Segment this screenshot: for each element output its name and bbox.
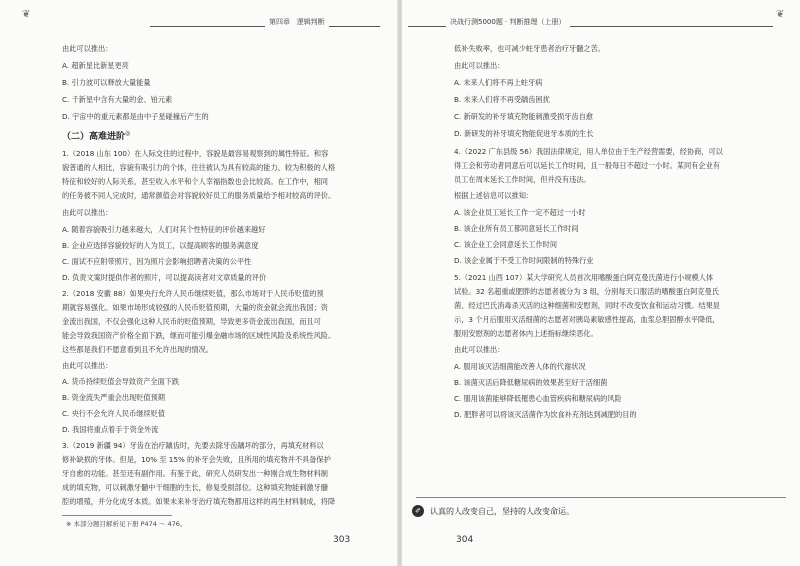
option: A. 该企业员工延长工作一定不超过一小时 [454,208,586,217]
page-number: 304 [456,535,474,545]
question-lead: 由此可以推出： [62,44,113,53]
question-text: 的任务被不同人完成时，通常颜值会对容貌较好员工的服务质量给予相对较高的评价。 [62,191,336,200]
left-page [0,0,398,566]
question-text: 服用安慰剂的志愿者体内上述指标继续恶化。 [454,329,598,338]
section-title-text: （二）高难进阶 [62,132,126,142]
section-mark-icon: ◎ [125,130,131,137]
question-text: 这些都是我们不愿意看到且不允许出现的情况。 [62,345,213,354]
option: C. 千新星中含有大量的金、铂元素 [62,95,173,104]
motto-rule [416,497,786,498]
option: D. 宇宙中的重元素都是由中子星碰撞后产生的 [62,112,209,121]
question-text: 5.（2021 山西 107）某大学研究人员首次用嗜酸蛋白阿克曼氏菌进行小规模人体 [454,273,714,282]
option: A. 超新星比新星更亮 [62,61,129,70]
question-text: 成的填充物，可以刺激牙髓中干细胞的生长，修复受损部位。这种填充物能刺激牙髓 [62,483,328,492]
question-lead: 由此可以推出： [454,61,505,70]
option: A. 服用该灭活细菌能改善人体的代谢状况 [454,362,586,371]
option: D. 新研发的补牙填充物能促进牙本质的生长 [454,129,594,138]
question-text: 员工在周末延长工作时间，但并没有违法。 [454,175,591,184]
question-text: 特征和较好的人际关系，甚至收入水平和个人幸福指数也会比较高。在工作中，相同 [62,177,328,186]
question-text: 低补失败率，也可减少蛀牙患者治疗牙髓之苦。 [454,44,605,53]
leaf-ornament-icon: ❦ [22,9,31,20]
section-title [62,129,130,142]
option: B. 企业应选择容貌较好的人为员工，以提高顾客的服务满意度 [62,241,259,250]
question-text: 牙自愈的功能。甚至还有副作用。有鉴于此，研究人员研发出一种刚合成生物材料制 [62,469,328,478]
option: D. 负责文案时提供作者的照片，可以提高读者对文章质量的评价 [62,273,267,282]
question-text: 2.（2018 安徽 88）如果央行允许人民币继续贬值，那么市场对于人民币贬值的预 [62,289,324,298]
question-text: 试验。32 名超重或肥胖的志愿者被分为 3 组，分别每天口服活的嗜酸蛋白阿克曼氏 [454,287,719,296]
option: A. 随着容貌吸引力越来越大，人们对其个性特征的评价越来越好 [62,225,266,234]
question-text: 腔的增殖，并分化成牙本质。如果未来补牙治疗填充物都用这样的再生材料制成，将降 [62,497,336,506]
question-text: 期就容易强化。如果市场形成较强的人民币贬值预期，大量的资金就会流出我国；资 [62,303,328,312]
question-lead: 由此可以推出： [62,361,113,370]
option: C. 服用该菌能够降低罹患心血管疾病和糖尿病的风险 [454,394,622,403]
question-text: 3.（2019 新疆 94）牙齿在治疗龋齿时，先要去除牙齿龋坏的部分，再填充材料以 [62,441,324,450]
option: C. 央行不会允许人民币继续贬值 [62,409,166,418]
question-text: 修补缺损的牙体。但是，10% 至 15% 的补牙会失败，且所用的填充物并不具备保护 [62,455,331,464]
option: B. 资金流失严重会出现贬值预期 [62,393,165,402]
option: B. 该菌灭活后降低糖尿病的效果甚至好于活细菌 [454,378,608,387]
option: B. 该企业所有员工都同意延长工作时间 [454,224,579,233]
footnote-rule [62,515,172,516]
chapter-label: 第四章 [269,18,290,26]
option: D. 肥胖者可以将该灭活菌作为饮食补充剂达到减肥的目的 [454,410,637,419]
footnote: ※ 本部分题目解析见下册 P474 ～ 476。 [66,520,187,528]
question-lead: 根据上述信息可以推知： [454,191,534,200]
pencil-icon: ✐ [412,505,424,517]
page-number: 303 [333,535,351,545]
running-header [265,17,329,27]
leaf-ornament-icon: ❦ [776,9,785,20]
option: A. 未来人们将不再上蛀牙病 [454,78,543,87]
question-text: 金流出我国，不仅会强化这种人民币的贬值预期，导致更多资金流出我国，而且可 [62,317,321,326]
question-text: 1.（2018 山东 100）在人际交往的过程中，容貌是最容易观察到的属性特征。和容 [62,149,329,158]
option: C. 该企业工会同意延长工作时间 [454,240,558,249]
option: C. 新研发的补牙填充物能刺激受损牙齿自愈 [454,112,593,121]
question-text: 能会导致我国资产价格全面下跌，继而可能引爆金融市场的区域性风险及系统性风险。 [62,331,336,340]
question-text: 4.（2022 广东县级 56）我国法律规定，用人单位由于生产经营需要，经协商，可以 [454,147,723,156]
chapter-title: 逻辑判断 [296,18,325,26]
option: B. 未来人们将不再受龋齿困扰 [454,95,550,104]
question-text: 得工会和劳动者同意后可以延长工作时间，且一般每日不超过一小时。某同有企业有 [454,161,720,170]
motto: 认真的人改变自己，坚持的人改变命运。 [430,507,574,516]
question-text: 貌普通的人相比，容貌有吸引力的个体，往往被认为具有较高的能力、较为积极的人格 [62,163,336,172]
option: D. 我国将重点着手于资金外流 [62,425,159,434]
right-page [402,0,800,566]
option: A. 货币持续贬值会导致资产全面下跌 [62,377,180,386]
question-text: 菌、经过巴氏消毒杀灭活的这种细菌和安慰剂，同时不改变饮食和运动习惯。结果显 [454,301,720,310]
option: D. 该企业属于不受工作时间限制的特殊行业 [454,256,594,265]
option: B. 引力波可以释放大量能量 [62,78,151,87]
question-lead: 由此可以推出： [62,208,113,217]
running-header: 决战行测5000题 · 判断推理（上册） [446,17,570,27]
option: C. 面试不应附带照片，因为照片会影响招聘者决策的公平性 [62,257,252,266]
question-text: 示，3 个月后服用灭活细菌的志愿者对胰岛素敏感性提高，血浆总胆固醇水平降低， [454,315,720,324]
question-lead: 由此可以推出： [454,345,505,354]
